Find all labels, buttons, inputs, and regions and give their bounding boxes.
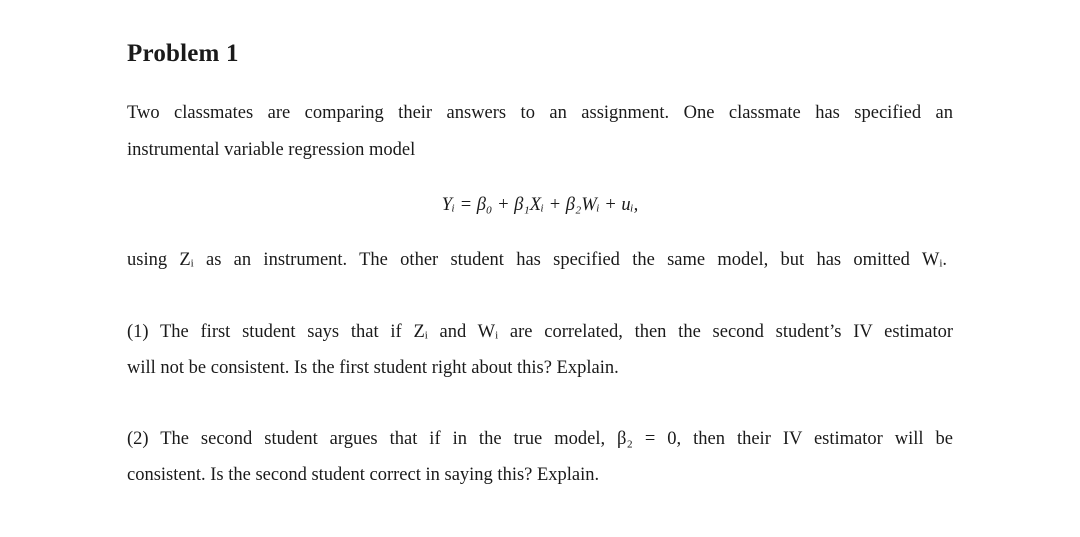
question-2-line-1: (2) The second student argues that if in the true model, β₂ = 0, then their IV estimator will be	[127, 429, 953, 449]
instrument-sentence: using Zᵢ as an instrument. The other student has specified the same model, but has omitted Wᵢ.	[127, 250, 947, 270]
problem-heading: Problem 1	[127, 40, 239, 67]
question-2-line-2: consistent. Is the second student correct in saying this? Explain.	[127, 465, 600, 485]
intro-line-1: Two classmates are comparing their answers to an assignment. One classmate has specified an	[127, 103, 953, 123]
question-1-line-2: will not be consistent. Is the first student right about this? Explain.	[127, 358, 619, 378]
question-1-line-1: (1) The first student says that if Zᵢ and Wᵢ are correlated, then the second student’s IV estimator	[127, 322, 953, 342]
regression-equation: Yᵢ = β₀ + β₁Xᵢ + β₂Wᵢ + uᵢ,	[441, 195, 639, 215]
intro-line-2: instrumental variable regression model	[127, 140, 416, 160]
